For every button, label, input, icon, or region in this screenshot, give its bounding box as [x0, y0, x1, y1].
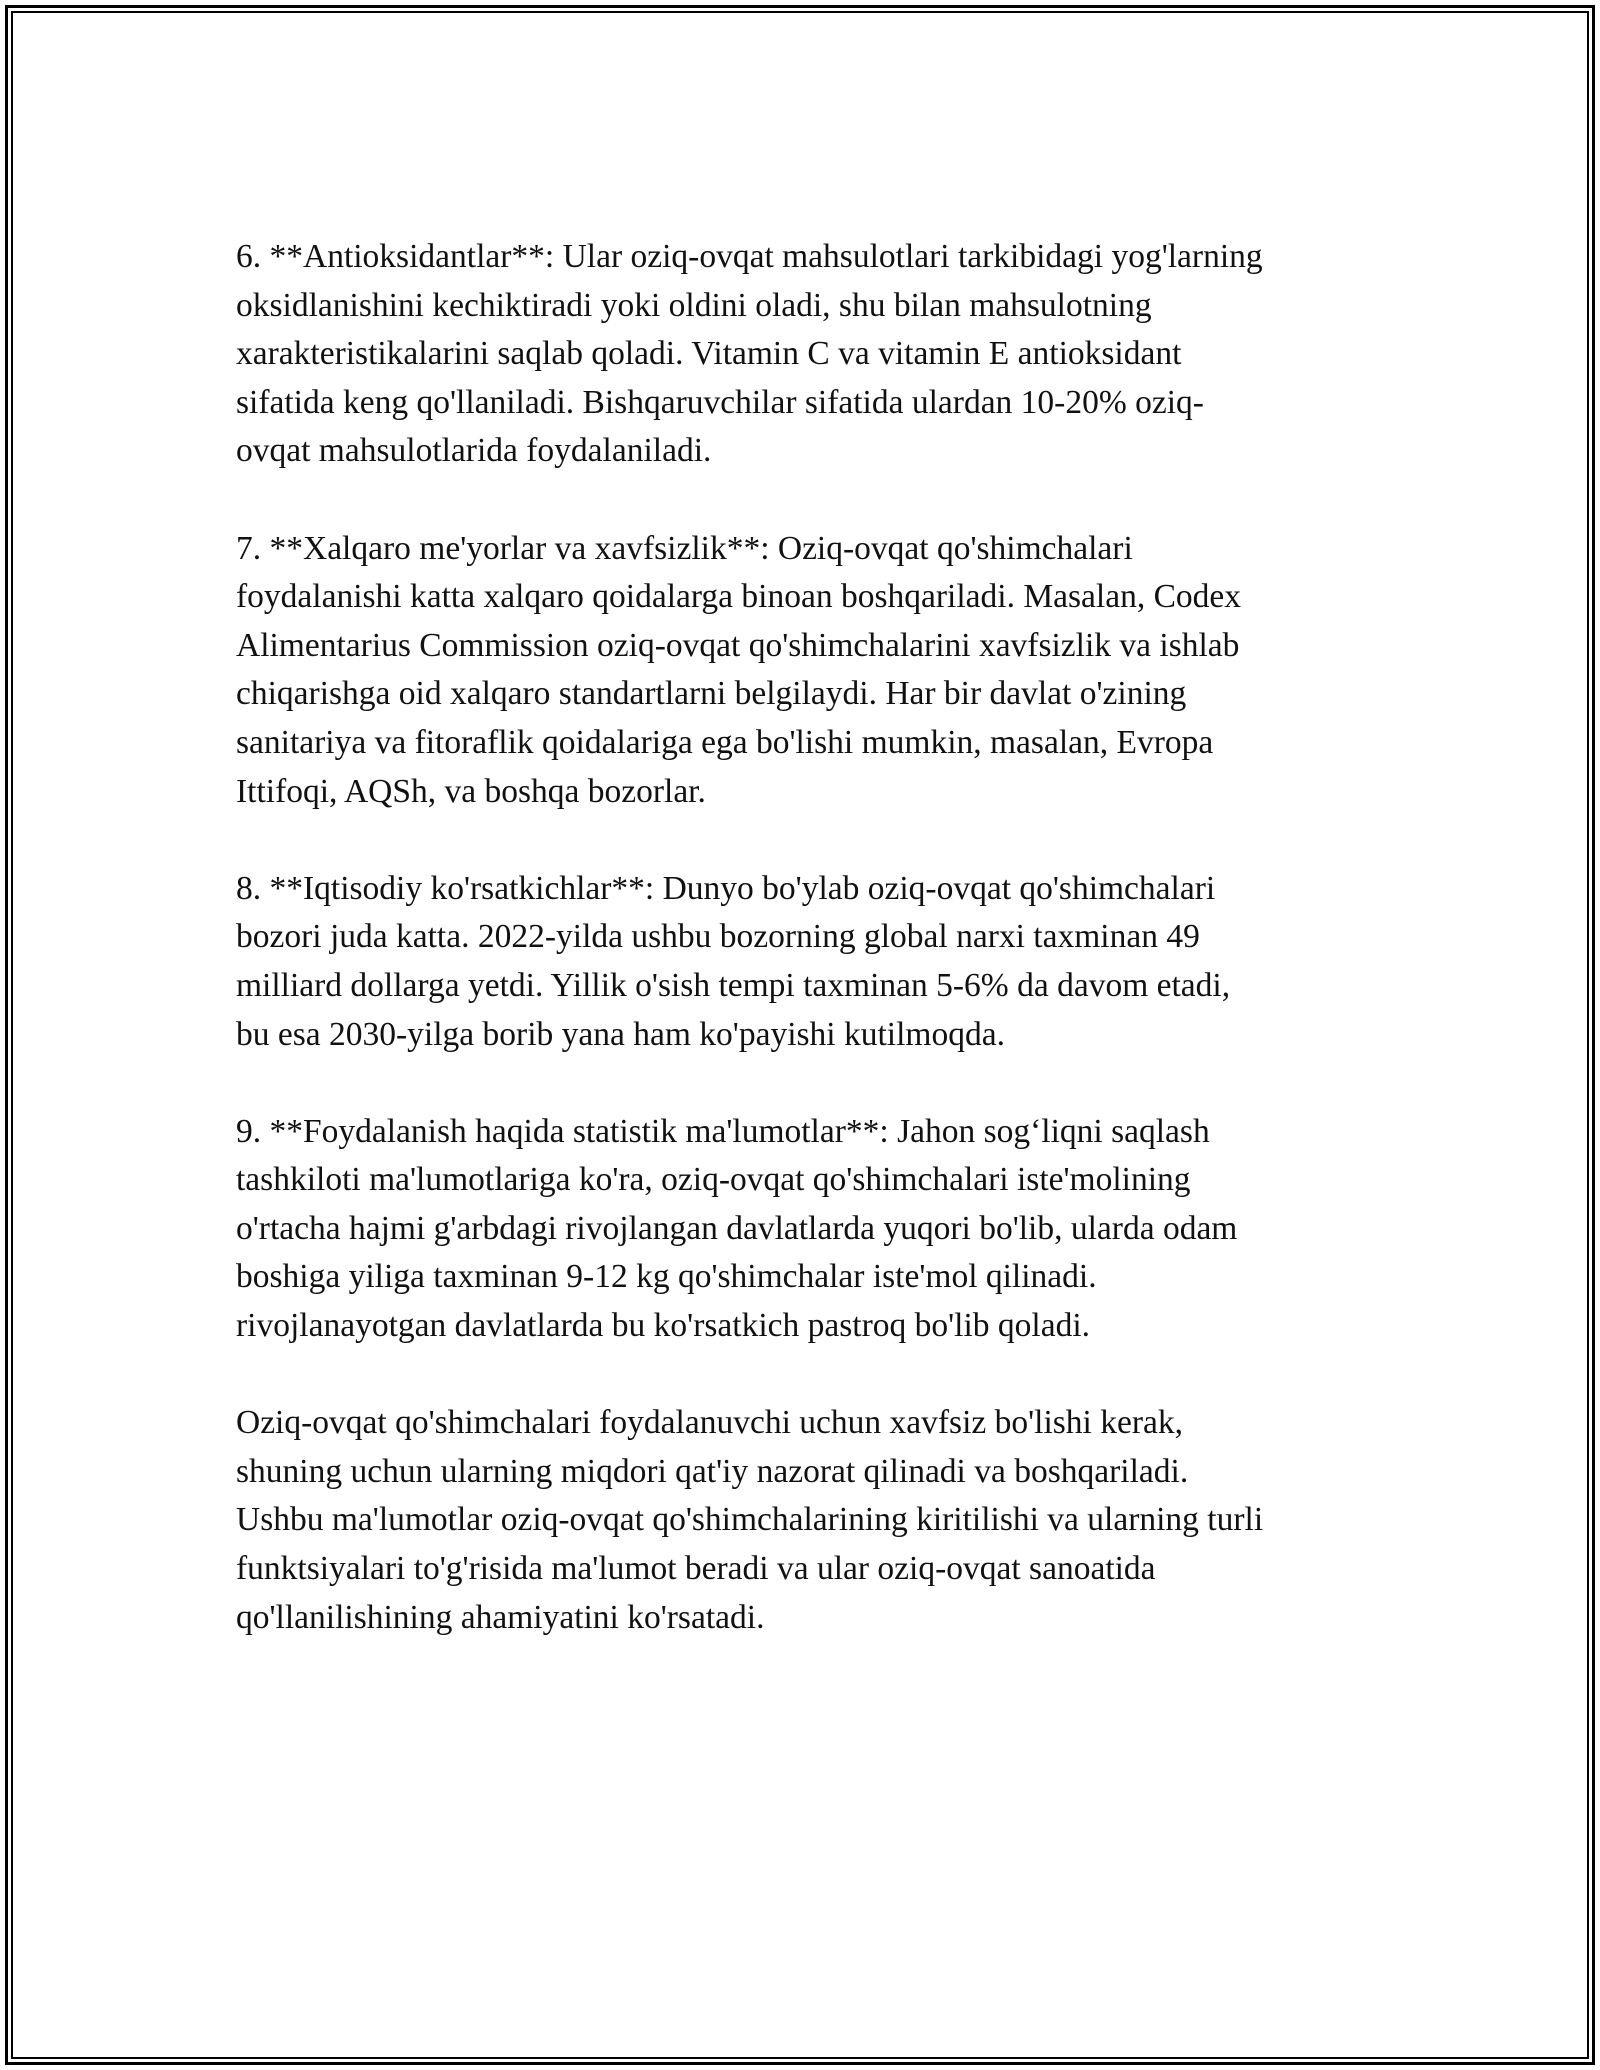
text-line: qo'llanilishining ahamiyatini ko'rsatadi. — [236, 1598, 765, 1636]
text-line: oksidlanishini kechiktiradi yoki oldini oladi, shu bilan mahsulotning — [236, 286, 1152, 324]
text-line: shuning uchun ularning miqdori qat'iy nazorat qilinadi va boshqariladi. — [236, 1452, 1189, 1490]
text-line: Ittifoqi, AQSh, va boshqa bozorlar. — [236, 772, 706, 810]
paragraph-economic-indicators — [236, 865, 1366, 1059]
paragraph-usage-statistics — [236, 1108, 1366, 1351]
text-line: chiqarishga oid xalqaro standartlarni belgilaydi. Har bir davlat o'zining — [236, 675, 1187, 713]
text-line: o'rtacha hajmi g'arbdagi rivojlangan davlatlarda yuqori bo'lib, ularda odam — [236, 1209, 1238, 1247]
text-line: xarakteristikalarini saqlab qoladi. Vitamin C va vitamin E antioksidant — [236, 335, 1182, 373]
document-body — [236, 233, 1366, 1691]
text-line: 8. **Iqtisodiy ko'rsatkichlar**: Dunyo bo'ylab oziq-ovqat qo'shimchalari — [236, 869, 1216, 907]
text-line: 7. **Xalqaro me'yorlar va xavfsizlik**: Oziq-ovqat qo'shimchalari — [236, 529, 1133, 567]
paragraph-conclusion — [236, 1399, 1366, 1642]
paragraph-international-standards — [236, 525, 1366, 817]
text-line: sifatida keng qo'llaniladi. Bishqaruvchilar sifatida ulardan 10-20% oziq- — [236, 383, 1204, 421]
text-line: Ushbu ma'lumotlar oziq-ovqat qo'shimchalarining kiritilishi va ularning turli — [236, 1501, 1264, 1539]
text-line: bu esa 2030-yilga borib yana ham ko'payishi kutilmoqda. — [236, 1015, 1005, 1053]
text-line: funktsiyalari to'g'risida ma'lumot beradi va ular oziq-ovqat sanoatida — [236, 1550, 1156, 1588]
text-line: boshiga yiliga taxminan 9-12 kg qo'shimchalar iste'mol qilinadi. — [236, 1258, 1097, 1296]
text-line: tashkiloti ma'lumotlariga ko'ra, oziq-ovqat qo'shimchalari iste'molining — [236, 1161, 1191, 1199]
text-line: Alimentarius Commission oziq-ovqat qo'shimchalarini xavfsizlik va ishlab — [236, 626, 1240, 664]
text-line: bozori juda katta. 2022-yilda ushbu bozorning global narxi taxminan 49 — [236, 918, 1200, 956]
text-line: 6. **Antioksidantlar**: Ular oziq-ovqat mahsulotlari tarkibidagi yog'larning — [236, 238, 1263, 275]
text-line: 9. **Foydalanish haqida statistik ma'lumotlar**: Jahon sog‘liqni saqlash — [236, 1112, 1210, 1150]
paragraph-antioxidants — [236, 233, 1366, 476]
text-line: rivojlanayotgan davlatlarda bu ko'rsatkich pastroq bo'lib qoladi. — [236, 1307, 1091, 1345]
text-line: milliard dollarga yetdi. Yillik o'sish tempi taxminan 5-6% da davom etadi, — [236, 966, 1231, 1004]
text-line: foydalanishi katta xalqaro qoidalarga binoan boshqariladi. Masalan, Codex — [236, 578, 1242, 616]
text-line: Oziq-ovqat qo'shimchalari foydalanuvchi uchun xavfsiz bo'lishi kerak, — [236, 1404, 1184, 1442]
text-line: sanitariya va fitoraflik qoidalariga ega bo'lishi mumkin, masalan, Evropa — [236, 723, 1214, 761]
text-line: ovqat mahsulotlarida foydalaniladi. — [236, 432, 712, 470]
